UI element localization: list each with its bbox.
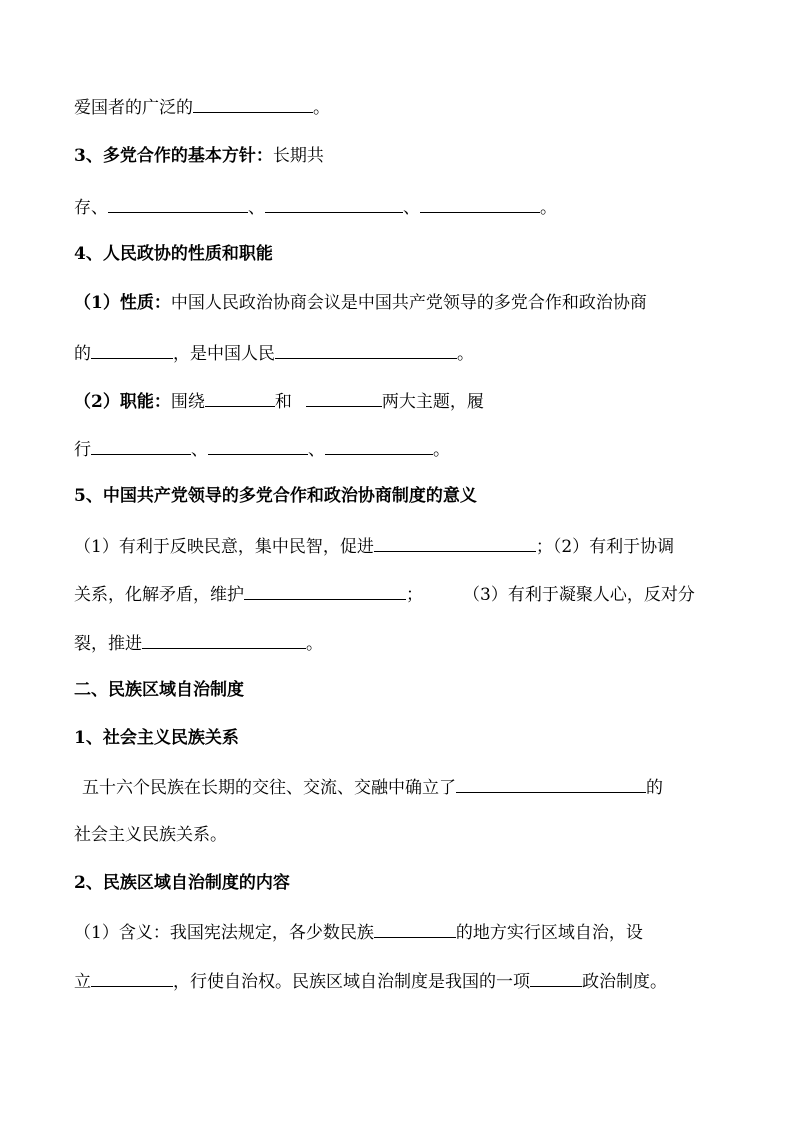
text-segment: ，是中国人民 (173, 344, 275, 364)
answer-blank[interactable] (205, 389, 275, 407)
text-segment: 、 (308, 440, 325, 460)
text-segment: 爱国者的广泛的 (74, 98, 193, 118)
item-label: （2）职能： (74, 392, 171, 412)
section-heading (74, 145, 324, 167)
answer-blank[interactable] (244, 582, 406, 600)
answer-blank[interactable] (374, 534, 536, 552)
text-segment: 。 (306, 634, 323, 654)
answer-blank[interactable] (265, 195, 403, 213)
text-segment: 、 (248, 198, 265, 218)
text-segment: 。 (313, 98, 330, 118)
heading-text: 2、民族区域自治制度的内容 (74, 873, 290, 893)
heading-text: 3、多党合作的基本方针： (74, 146, 273, 166)
text-segment: 的地方实行区域自治，设 (455, 923, 643, 943)
section-heading (74, 485, 477, 507)
text-segment: ；（2）有利于协调 (535, 537, 675, 557)
text-segment: 长期共 (272, 146, 324, 166)
text-line (74, 631, 323, 655)
heading-text: 5、中国共产党领导的多党合作和政治协商制度的意义 (74, 486, 477, 506)
text-line (74, 969, 667, 993)
text-segment: 、 (191, 440, 208, 460)
section-heading (74, 243, 273, 265)
text-line (74, 389, 484, 413)
answer-blank[interactable] (306, 389, 382, 407)
text-segment: （3）有利于凝聚人心，反对分 (463, 585, 695, 605)
section-heading (74, 727, 239, 749)
item-label: （1）性质： (74, 293, 171, 313)
text-segment: 围绕 (170, 392, 205, 412)
answer-blank[interactable] (108, 195, 248, 213)
text-segment: （1）含义：我国宪法规定，各少数民族 (74, 923, 374, 943)
answer-blank[interactable] (208, 437, 308, 455)
text-segment: 两大主题，履 (381, 392, 484, 412)
answer-blank[interactable] (193, 95, 313, 113)
section-heading (74, 872, 290, 894)
text-segment: 的 (646, 778, 663, 798)
answer-blank[interactable] (456, 775, 646, 793)
text-segment: ； (406, 585, 423, 605)
text-segment: 行 (74, 440, 91, 460)
answer-blank[interactable] (325, 437, 433, 455)
text-segment: 中国人民政治协商会议是中国共产党领导的多党合作和政治协商 (170, 293, 647, 313)
text-segment: 关系，化解矛盾，维护 (74, 585, 244, 605)
heading-text: 4、人民政协的性质和职能 (74, 244, 273, 264)
text-line (74, 824, 227, 846)
text-segment: 社会主义民族关系。 (74, 825, 227, 845)
text-line (74, 437, 450, 461)
answer-blank[interactable] (91, 969, 173, 987)
heading-text: 1、社会主义民族关系 (74, 728, 239, 748)
answer-blank[interactable] (142, 631, 306, 649)
text-line (74, 582, 695, 606)
text-segment: 和 (274, 392, 292, 412)
text-line (74, 920, 643, 944)
text-segment: 政治制度。 (582, 972, 667, 992)
text-segment: 裂，推进 (74, 634, 142, 654)
text-line (74, 195, 557, 219)
text-segment: 。 (540, 198, 557, 218)
text-segment: 的 (74, 344, 91, 364)
section-heading (74, 679, 244, 701)
text-segment: 存、 (74, 198, 108, 218)
heading-text: 二、民族区域自治制度 (74, 680, 244, 700)
text-line (74, 341, 474, 365)
answer-blank[interactable] (275, 341, 457, 359)
text-segment: ，行使自治权。民族区域自治制度是我国的一项 (173, 972, 530, 992)
text-segment: （1）有利于反映民意，集中民智，促进 (74, 537, 374, 557)
text-segment: 立 (74, 972, 91, 992)
text-segment: 五十六个民族在长期的交往、交流、交融中确立了 (82, 778, 456, 798)
answer-blank[interactable] (91, 341, 173, 359)
text-line (82, 775, 663, 799)
text-line (74, 534, 674, 558)
answer-blank[interactable] (374, 920, 456, 938)
answer-blank[interactable] (420, 195, 540, 213)
text-segment: 。 (457, 344, 474, 364)
text-segment: 、 (403, 198, 420, 218)
answer-blank[interactable] (91, 437, 191, 455)
text-line (74, 292, 647, 314)
text-line (74, 95, 330, 119)
text-segment: 。 (433, 440, 450, 460)
answer-blank[interactable] (530, 969, 582, 987)
